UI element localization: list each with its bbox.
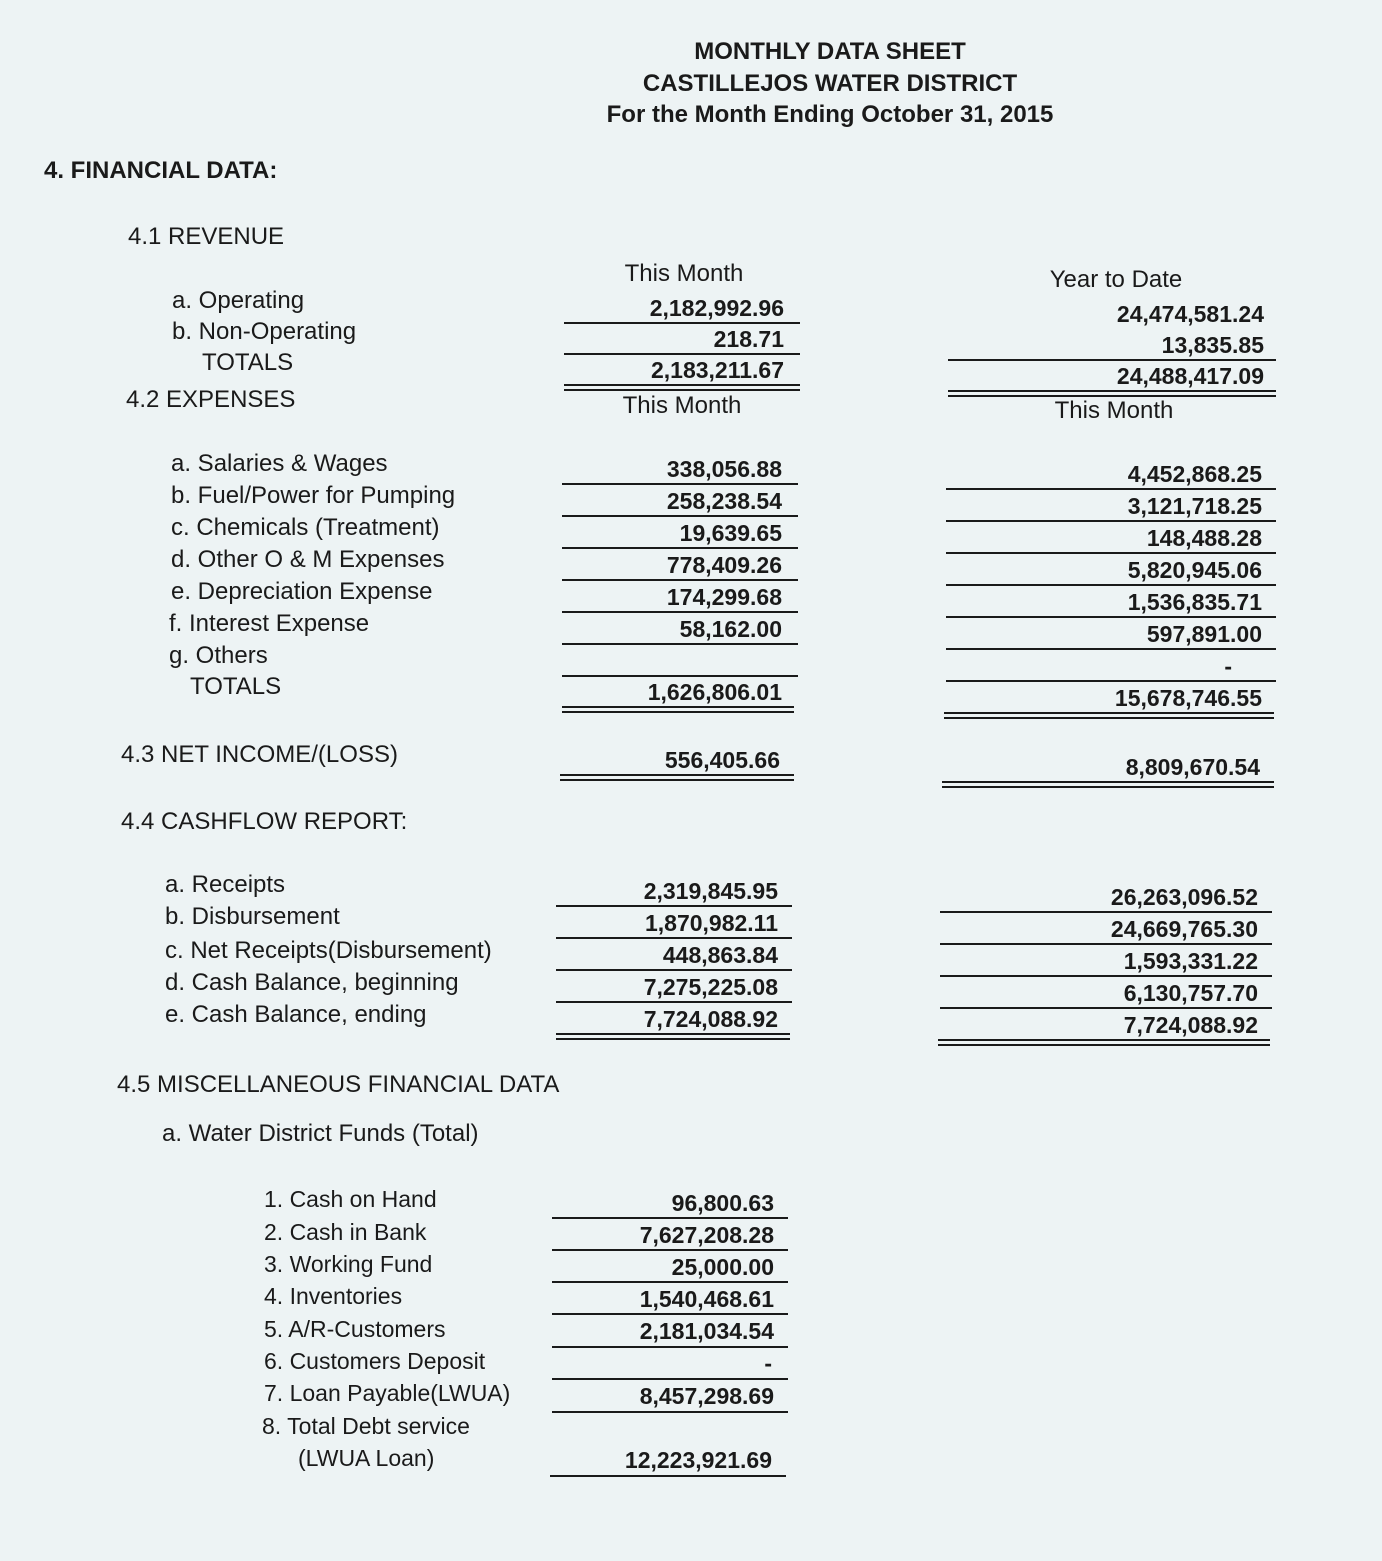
net-income-heading: 4.3 NET INCOME/(LOSS) (121, 741, 398, 768)
cashflow-label-balance-beginning: d. Cash Balance, beginning (165, 969, 459, 996)
rule (552, 1346, 788, 1348)
net-income-month: 556,405.66 (664, 747, 780, 773)
rule (946, 584, 1276, 586)
misc-label-customers-deposit: 6. Customers Deposit (264, 1348, 486, 1374)
rule (550, 1475, 786, 1477)
rule (940, 911, 1272, 913)
rule (552, 1281, 788, 1283)
rule (562, 515, 798, 517)
rule (552, 1378, 788, 1380)
expense-label-other-om: d. Other O & M Expenses (171, 546, 445, 573)
double-rule (560, 774, 794, 781)
expense-label-chemicals: c. Chemicals (Treatment) (171, 514, 440, 541)
expense-totals-month: 1,626,806.01 (647, 679, 782, 705)
rule (564, 322, 800, 324)
rule (562, 579, 798, 581)
expense-chemicals-month: 19,639.65 (679, 520, 782, 546)
expenses-col-this-month: This Month (622, 392, 742, 419)
cashflow-ending-ytd: 7,724,088.92 (1123, 1012, 1258, 1038)
rule (946, 616, 1276, 618)
rule (562, 547, 798, 549)
rule (940, 943, 1272, 945)
expense-others-ytd: - (1224, 653, 1232, 679)
cashflow-net-ytd: 1,593,331.22 (1123, 948, 1258, 974)
expenses-col-second: This Month (1054, 397, 1174, 424)
rule (940, 1007, 1272, 1009)
revenue-col-year-to-date: Year to Date (1049, 266, 1183, 293)
double-rule (948, 390, 1276, 397)
district-name: CASTILLEJOS WATER DISTRICT (642, 70, 1018, 97)
cashflow-label-balance-ending: e. Cash Balance, ending (165, 1001, 427, 1028)
expense-fuel-month: 258,238.54 (666, 488, 782, 514)
expense-label-depreciation: e. Depreciation Expense (171, 578, 433, 605)
revenue-totals-ytd: 24,488,417.09 (1116, 363, 1264, 389)
expense-label-fuel-power: b. Fuel/Power for Pumping (171, 482, 456, 509)
rule (940, 975, 1272, 977)
cashflow-receipts-ytd: 26,263,096.52 (1110, 884, 1258, 910)
section-financial-data: 4. FINANCIAL DATA: (44, 157, 278, 184)
expense-label-interest: f. Interest Expense (169, 610, 370, 637)
rule (552, 1313, 788, 1315)
expense-salaries-month: 338,056.88 (666, 456, 782, 482)
revenue-label-totals: TOTALS (202, 349, 294, 376)
misc-label-loan-payable: 7. Loan Payable(LWUA) (264, 1380, 511, 1406)
double-rule (556, 1033, 790, 1040)
cashflow-label-disbursement: b. Disbursement (165, 903, 340, 930)
cashflow-receipts-month: 2,319,845.95 (643, 878, 778, 904)
expense-label-salaries: a. Salaries & Wages (171, 450, 388, 477)
expense-other-om-ytd: 5,820,945.06 (1127, 557, 1262, 583)
rule (556, 905, 792, 907)
cashflow-net-month: 448,863.84 (662, 942, 778, 968)
expense-other-om-month: 778,409.26 (666, 552, 782, 578)
misc-label-ar-customers: 5. A/R-Customers (264, 1316, 446, 1342)
sheet-title: MONTHLY DATA SHEET (694, 38, 966, 65)
misc-label-total-debt-service: 8. Total Debt service (262, 1413, 470, 1439)
net-income-ytd: 8,809,670.54 (1125, 754, 1260, 780)
misc-customers-deposit-value: - (764, 1350, 772, 1376)
expense-totals-ytd: 15,678,746.55 (1114, 685, 1262, 711)
rule (564, 353, 800, 355)
rule (562, 675, 798, 677)
revenue-operating-ytd: 24,474,581.24 (1116, 301, 1264, 327)
cashflow-label-net-receipts: c. Net Receipts(Disbursement) (165, 937, 492, 964)
misc-label-inventories: 4. Inventories (264, 1283, 403, 1309)
rule (552, 1411, 788, 1413)
misc-ar-customers-value: 2,181,034.54 (639, 1318, 774, 1344)
expense-depreciation-month: 174,299.68 (666, 584, 782, 610)
misc-loan-payable-value: 8,457,298.69 (639, 1383, 774, 1409)
rule (946, 648, 1276, 650)
misc-inventories-value: 1,540,468.61 (639, 1286, 774, 1312)
rule (552, 1217, 788, 1219)
cashflow-beginning-ytd: 6,130,757.70 (1123, 980, 1258, 1006)
expense-salaries-ytd: 4,452,868.25 (1127, 461, 1262, 487)
revenue-operating-month: 2,182,992.96 (649, 295, 784, 321)
revenue-label-non-operating: b. Non-Operating (172, 318, 357, 345)
misc-label-cash-on-hand: 1. Cash on Hand (264, 1186, 437, 1212)
misc-label-working-fund: 3. Working Fund (264, 1251, 433, 1277)
expense-interest-month: 58,162.00 (679, 616, 782, 642)
revenue-col-this-month: This Month (624, 260, 744, 287)
expense-chemicals-ytd: 148,488.28 (1146, 525, 1262, 551)
rule (562, 611, 798, 613)
cashflow-label-receipts: a. Receipts (165, 871, 286, 898)
misc-cash-on-hand-value: 96,800.63 (671, 1190, 774, 1216)
rule (552, 1249, 788, 1251)
rule (562, 483, 798, 485)
double-rule (938, 1039, 1270, 1046)
revenue-non-operating-month: 218.71 (713, 326, 784, 352)
misc-cash-in-bank-value: 7,627,208.28 (639, 1222, 774, 1248)
rule (562, 643, 798, 645)
double-rule (564, 384, 800, 391)
double-rule (562, 706, 794, 713)
rule (556, 937, 792, 939)
expense-interest-ytd: 597,891.00 (1146, 621, 1262, 647)
misc-heading: 4.5 MISCELLANEOUS FINANCIAL DATA (117, 1071, 560, 1098)
double-rule (944, 712, 1274, 719)
rule (556, 969, 792, 971)
expense-depreciation-ytd: 1,536,835.71 (1127, 589, 1262, 615)
revenue-heading: 4.1 REVENUE (128, 223, 285, 250)
double-rule (942, 781, 1274, 788)
rule (946, 680, 1276, 682)
expenses-heading: 4.2 EXPENSES (126, 386, 296, 413)
cashflow-heading: 4.4 CASHFLOW REPORT: (121, 808, 408, 835)
cashflow-beginning-month: 7,275,225.08 (643, 974, 778, 1000)
cashflow-disbursement-ytd: 24,669,765.30 (1110, 916, 1258, 942)
cashflow-disbursement-month: 1,870,982.11 (644, 910, 778, 936)
rule (946, 552, 1276, 554)
reporting-period: For the Month Ending October 31, 2015 (606, 101, 1054, 128)
expense-label-others: g. Others (169, 642, 268, 669)
misc-working-fund-value: 25,000.00 (671, 1254, 774, 1280)
rule (948, 359, 1276, 361)
revenue-non-operating-ytd: 13,835.85 (1161, 332, 1264, 358)
rule (556, 1001, 792, 1003)
misc-label-cash-in-bank: 2. Cash in Bank (264, 1219, 427, 1245)
expense-label-totals: TOTALS (190, 673, 282, 700)
revenue-totals-month: 2,183,211.67 (650, 357, 784, 383)
rule (946, 520, 1276, 522)
expense-fuel-ytd: 3,121,718.25 (1127, 493, 1262, 519)
misc-subtitle: a. Water District Funds (Total) (162, 1120, 479, 1147)
revenue-label-operating: a. Operating (172, 287, 305, 314)
rule (946, 488, 1276, 490)
cashflow-ending-month: 7,724,088.92 (643, 1006, 778, 1032)
misc-lwua-loan-value: 12,223,921.69 (624, 1447, 772, 1473)
misc-label-lwua-loan: (LWUA Loan) (298, 1445, 435, 1471)
